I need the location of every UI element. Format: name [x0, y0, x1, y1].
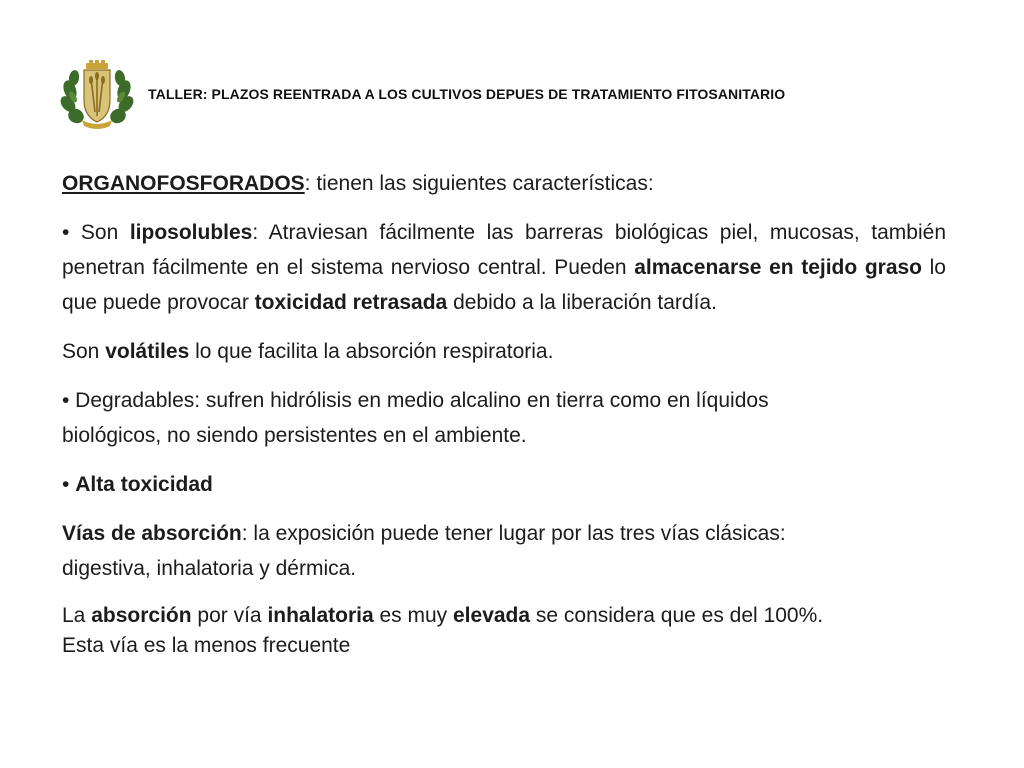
bold-run: toxicidad retrasada — [254, 291, 448, 314]
text-run: • Son — [62, 221, 130, 244]
text-run: lo que puede provocar — [62, 256, 946, 314]
slide-header — [60, 60, 960, 132]
bold-run: elevada — [453, 604, 531, 627]
bold-run: Vías de absorción — [62, 522, 242, 545]
bold-run: absorción — [91, 604, 192, 627]
bold-run: inhalatoria — [267, 604, 374, 627]
coat-of-arms-icon — [60, 60, 134, 130]
section-heading — [62, 166, 946, 201]
text-run: La — [62, 604, 92, 627]
paragraph-alta-toxicidad — [62, 467, 946, 502]
text-run: es muy — [373, 604, 453, 627]
paragraph-volatiles — [62, 334, 946, 369]
text-run: debido a la liberación tardía. — [447, 291, 717, 314]
bold-run: Alta toxicidad — [75, 473, 213, 496]
text-run: • — [62, 473, 76, 496]
bold-run: liposolubles — [129, 221, 253, 244]
text-run: : la exposición puede tener lugar por las tres vías clásicas: digestiva, inhalatoria y dérmica. — [62, 522, 786, 580]
text-run: Son — [62, 340, 106, 363]
paragraph-liposolubles — [62, 215, 946, 320]
paragraph-degradables — [62, 383, 862, 453]
slide-content — [62, 166, 946, 661]
text-run: se considera que es del 100%. — [530, 604, 824, 627]
paragraph-vias-absorcion — [62, 516, 862, 586]
header-title: TALLER: PLAZOS REENTRADA A LOS CULTIVOS DEPUES DE TRATAMIENTO FITOSANITARIO — [148, 86, 786, 102]
paragraph-absorcion-inhalatoria — [62, 601, 946, 661]
bold-run: volátiles — [105, 340, 190, 363]
text-run: : Atraviesan fácilmente las barreras biológicas piel, mucosas, también penetran fácilmente en el sistema nervioso central. Pueden — [62, 221, 946, 279]
heading-rest: : tienen las siguientes características: — [304, 172, 654, 195]
heading-term: ORGANOFOSFORADOS — [62, 172, 305, 195]
text-run: por vía — [191, 604, 268, 627]
text-run: lo que facilita la absorción respiratoria. — [189, 340, 554, 363]
bold-run: almacenarse en tejido graso — [634, 256, 923, 279]
text-run: • Degradables: sufren hidrólisis en medio alcalino en tierra como en líquidos biológicos, no siendo persistentes en el ambiente. — [62, 389, 769, 447]
text-run: Esta vía es la menos frecuente — [62, 634, 351, 657]
